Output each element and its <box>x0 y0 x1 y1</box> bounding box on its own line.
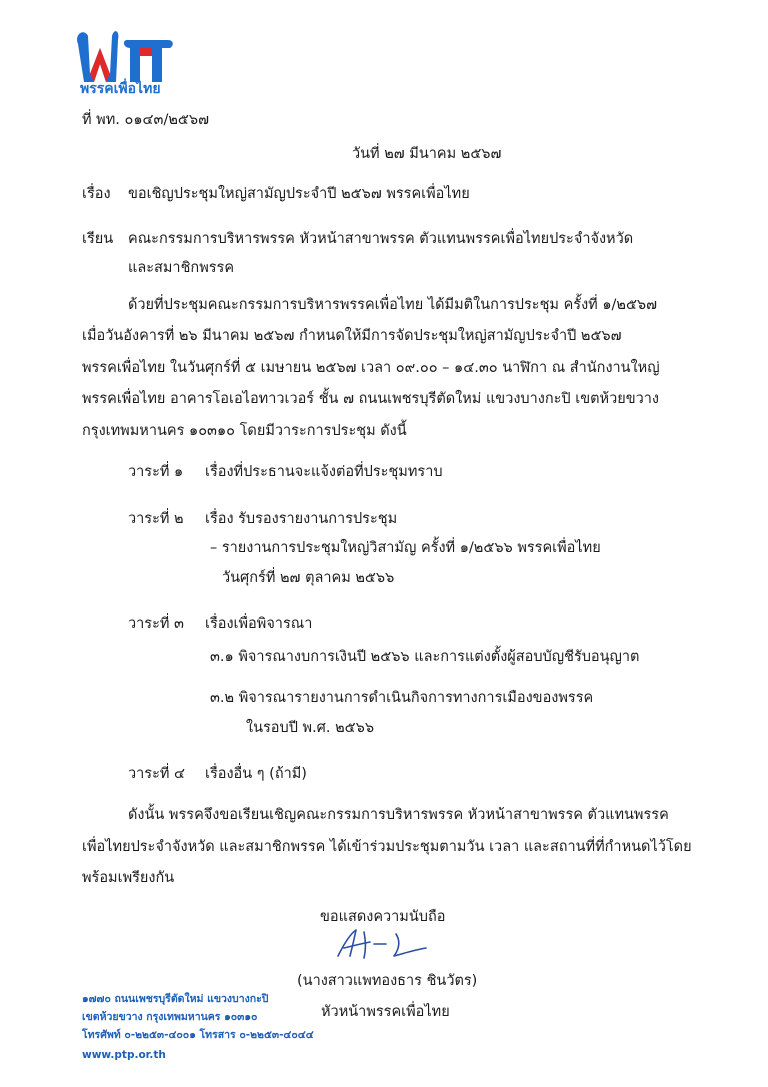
subject-label: เรื่อง <box>82 186 111 202</box>
agenda-item-3-1: ๓.๑ พิจารณางบการเงินปี ๒๕๖๖ และการแต่งตั้งผู้สอบบัญชีรับอนุญาต <box>210 649 640 665</box>
recipient-label: เรียน <box>82 231 114 247</box>
agenda-item-2-sub: วันศุกร์ที่ ๒๗ ตุลาคม ๒๕๖๖ <box>222 570 395 586</box>
intro-line: กรุงเทพมหานคร ๑๐๓๑๐ โดยมีวาระการประชุม ดังนี้ <box>82 423 407 439</box>
footer-address-2: เขตห้วยขวาง กรุงเทพมหานคร ๑๐๓๑๐ <box>82 1011 258 1023</box>
agenda-item-3-text: เรื่องเพื่อพิจารณา <box>205 616 313 632</box>
agenda-item-1-label: วาระที่ ๑ <box>128 464 184 480</box>
footer-website-link[interactable]: www.ptp.or.th <box>82 1049 166 1061</box>
agenda-item-2-sub: – รายงานการประชุมใหญ่วิสามัญ ครั้งที่ ๑/๒๕๖๖ พรรคเพื่อไทย <box>210 540 601 556</box>
agenda-item-4-text: เรื่องอื่น ๆ (ถ้ามี) <box>205 766 307 782</box>
intro-line: พรรคเพื่อไทย ในวันศุกร์ที่ ๕ เมษายน ๒๕๖๗ เวลา ๐๙.๐๐ – ๑๔.๓๐ นาฬิกา ณ สำนักงานใหญ่ <box>82 360 660 376</box>
signer-name: (นางสาวแพทองธาร ชินวัตร) <box>297 973 478 989</box>
intro-line: ด้วยที่ประชุมคณะกรรมการบริหารพรรคเพื่อไทย ได้มีมติในการประชุม ครั้งที่ ๑/๒๕๖๗ <box>128 297 658 313</box>
signature-icon <box>330 926 440 962</box>
closing-line: เพื่อไทยประจำจังหวัด และสมาชิกพรรค ได้เข้าร่วมประชุมตามวัน เวลา และสถานที่ที่กำหนดไว้โดย <box>82 839 692 855</box>
reference-number: ที่ พท. ๐๑๔๓/๒๕๖๗ <box>82 112 209 128</box>
logo-text: พรรคเพื่อไทย <box>80 81 161 97</box>
agenda-item-1-text: เรื่องที่ประธานจะแจ้งต่อที่ประชุมทราบ <box>205 464 443 480</box>
intro-line: พรรคเพื่อไทย อาคารโอเอไอทาวเวอร์ ชั้น ๗ ถนนเพชรบุรีตัดใหม่ แขวงบางกะปิ เขตห้วยขวาง <box>82 391 659 407</box>
closing-line: ดังนั้น พรรคจึงขอเรียนเชิญคณะกรรมการบริหารพรรค หัวหน้าสาขาพรรค ตัวแทนพรรค <box>128 807 669 823</box>
footer-address-1: ๑๗๗๐ ถนนเพชรบุรีตัดใหม่ แขวงบางกะปิ <box>82 993 269 1005</box>
agenda-item-2-label: วาระที่ ๒ <box>128 511 184 527</box>
footer-phone: โทรศัพท์ ๐-๒๒๕๓-๔๐๐๑ โทรสาร ๐-๒๒๕๓-๔๐๔๔ <box>82 1029 314 1041</box>
agenda-item-3-label: วาระที่ ๓ <box>128 616 184 632</box>
agenda-item-2-text: เรื่อง รับรองรายงานการประชุม <box>205 511 398 527</box>
recipient-line-1: คณะกรรมการบริหารพรรค หัวหน้าสาขาพรรค ตัวแทนพรรคเพื่อไทยประจำจังหวัด <box>128 231 634 247</box>
closing-regards: ขอแสดงความนับถือ <box>320 909 446 925</box>
closing-line: พร้อมเพรียงกัน <box>82 870 175 886</box>
agenda-item-3-2-cont: ในรอบปี พ.ศ. ๒๕๖๖ <box>246 720 375 736</box>
agenda-item-4-label: วาระที่ ๔ <box>128 766 186 782</box>
subject-text: ขอเชิญประชุมใหญ่สามัญประจำปี ๒๕๖๗ พรรคเพื่อไทย <box>128 186 470 202</box>
recipient-line-2: และสมาชิกพรรค <box>128 260 235 276</box>
intro-line: เมื่อวันอังคารที่ ๒๖ มีนาคม ๒๕๖๗ กำหนดให้มีการจัดประชุมใหญ่สามัญประจำปี ๒๕๖๗ <box>82 328 622 344</box>
agenda-item-3-2: ๓.๒ พิจารณารายงานการดำเนินกิจการทางการเมืองของพรรค <box>210 690 594 706</box>
signer-position: หัวหน้าพรรคเพื่อไทย <box>321 1004 450 1020</box>
letter-date: วันที่ ๒๗ มีนาคม ๒๕๖๗ <box>352 146 502 162</box>
